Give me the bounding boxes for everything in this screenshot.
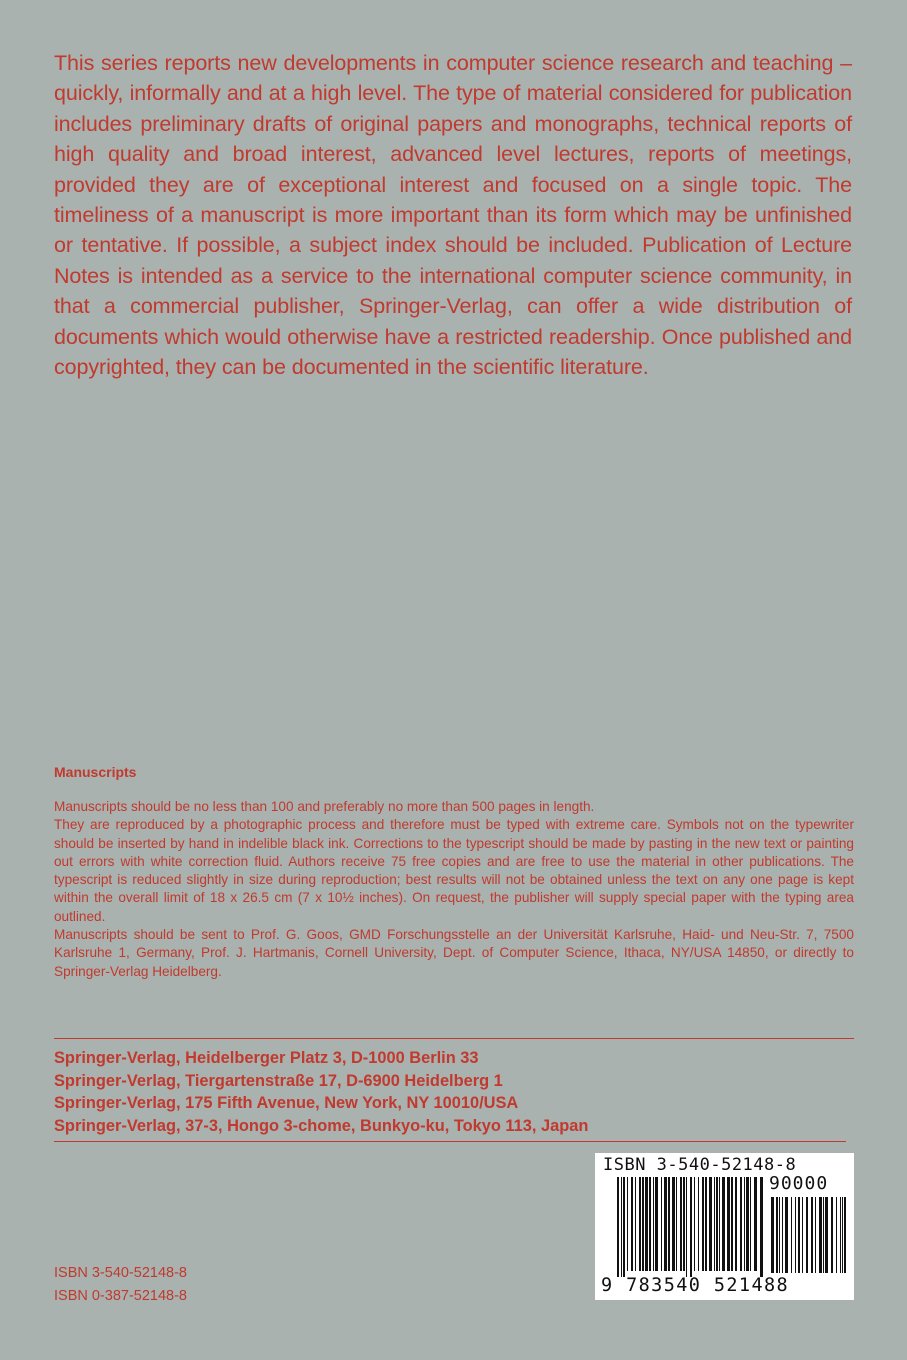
barcode-bar [750, 1177, 751, 1271]
barcode-bar [719, 1177, 720, 1271]
barcode-bar [744, 1177, 745, 1271]
divider-top [54, 1038, 854, 1039]
barcode-bar [840, 1197, 841, 1273]
barcode-bar [795, 1197, 796, 1273]
manuscripts-length-paragraph: Manuscripts should be no less than 100 and preferably no more than 500 pages in length. [54, 799, 595, 814]
isbn-springer-new-york: ISBN 0-387-52148-8 [54, 1288, 187, 1304]
manuscripts-typing-paragraph: They are reproduced by a photographic process and therefore must be typed with extreme care. Symbols not on the typewriter should be inserted by hand in indelible black ink. Corrections to the typescript should be made by pasting in the new text or painting out errors with white correction fluid. Authors receive 75 free copies and are free to use the material in other publications. The typescript is reduced slightly in size during reproduction; best results will not be obtained unless the text on any one page is kept within the overall limit of 18 x 26.5 cm (7 x 10½ inches). On request, the publisher will supply special paper with the typing area outlined. [54, 817, 854, 924]
address-berlin: Springer-Verlag, Heidelberger Platz 3, D-1000 Berlin 33 [54, 1049, 479, 1067]
barcode-bar [631, 1177, 633, 1271]
barcode-block [595, 1153, 854, 1300]
barcode-bar [642, 1177, 644, 1271]
barcode-bar [645, 1177, 648, 1271]
barcode-bar [735, 1177, 737, 1271]
barcode-bar [776, 1197, 778, 1273]
barcode-bar [823, 1197, 824, 1273]
barcode-bar [680, 1177, 682, 1271]
barcode-bar [664, 1177, 667, 1271]
barcode-bar [722, 1177, 725, 1271]
barcode-bar [825, 1197, 828, 1273]
barcode-bar [635, 1177, 636, 1271]
series-description: This series reports new developments in computer science research and teaching – quickly, informally and at a high level. The type of material considered for publication includes preliminary drafts of original papers and monographs, technical reports of high quality and broad interest, advanced level lectures, reports of meetings, provided they are of exceptional interest and focused on a single topic. The timeliness of a manuscript is more important than its form which may be unfinished or tentative. If possible, a subject index should be included. Publication of Lecture Notes is intended as a service to the international computer science community, in that a commercial publisher, Springer-Verlag, can offer a wide distribution of documents which would otherwise have a restricted readership. Once published and copyrighted, they can be documented in the scientific literature. [54, 51, 852, 380]
barcode-bar [617, 1177, 619, 1277]
barcode-bar [811, 1197, 813, 1273]
barcode-bar [798, 1197, 800, 1273]
address-tokyo: Springer-Verlag, 37-3, Hongo 3-chome, Bunkyo-ku, Tokyo 113, Japan [54, 1116, 589, 1135]
address-heidelberg: Springer-Verlag, Tiergartenstraße 17, D-6900 Heidelberg 1 [54, 1071, 503, 1090]
barcode-bar [819, 1197, 822, 1273]
manuscripts-body [54, 798, 854, 981]
barcode-bar [831, 1197, 833, 1273]
divider-bottom [54, 1141, 846, 1142]
barcode-bar [714, 1177, 715, 1271]
isbn-springer-berlin: ISBN 3-540-52148-8 [54, 1265, 187, 1281]
isbn-list [54, 1262, 187, 1308]
barcode-bar [731, 1177, 733, 1271]
manuscripts-submission-paragraph: Manuscripts should be sent to Prof. G. Goos, GMD Forschungsstelle an der Universität Karlsruhe, Haid- und Neu-Str. 7, 7500 Karlsruhe 1, Germany, Prof. J. Hartmanis, Cornell University, Dept. of Computer Science, Ithaca, NY/USA 14850, or directly to Springer-Verlag Heidelberg. [54, 927, 854, 979]
barcode-isbn-label: ISBN 3-540-52148-8 [603, 1155, 797, 1175]
barcode-bar [653, 1177, 654, 1271]
barcode-ean-digits: 9 783540 521488 [601, 1275, 790, 1296]
barcode-bar [686, 1177, 687, 1277]
manuscripts-heading: Manuscripts [54, 764, 137, 780]
publisher-addresses [54, 1047, 588, 1137]
barcode-bar [702, 1177, 704, 1271]
barcode-bar [661, 1177, 662, 1271]
barcode-bar [627, 1177, 628, 1271]
barcode-bar [791, 1197, 792, 1273]
barcode-bar [655, 1177, 658, 1271]
barcode-bar [806, 1197, 808, 1273]
address-new-york: Springer-Verlag, 175 Fifth Avenue, New York, NY 10010/USA [54, 1094, 519, 1112]
barcode-bar [621, 1177, 622, 1277]
barcode-bar [683, 1177, 685, 1271]
barcode-bar [672, 1177, 675, 1271]
barcode-bar [842, 1197, 843, 1273]
barcode-bar [639, 1177, 641, 1271]
barcode-bar [694, 1177, 695, 1271]
barcode-bar [782, 1197, 783, 1273]
barcode-bar [690, 1177, 692, 1277]
barcode-bar [746, 1177, 749, 1271]
barcode-bar [802, 1197, 803, 1273]
barcode-bar [760, 1177, 763, 1277]
barcode-bar [727, 1177, 730, 1271]
barcode-bar [740, 1177, 742, 1271]
barcode-bar [698, 1177, 699, 1271]
barcode-bar [785, 1197, 788, 1273]
barcode-bar [844, 1197, 846, 1273]
barcode-bar [705, 1177, 707, 1271]
barcode-bar [716, 1177, 718, 1271]
barcode-bar [836, 1197, 837, 1273]
barcode-bar [815, 1197, 816, 1273]
barcode-bar [779, 1197, 780, 1273]
barcode-bar [623, 1177, 625, 1277]
barcode-bar [676, 1177, 677, 1271]
barcode-bar [668, 1177, 670, 1271]
barcode-bar [771, 1197, 774, 1273]
barcode-addon-code: 90000 [769, 1173, 829, 1194]
barcode-bar [754, 1177, 757, 1271]
barcode-bar [709, 1177, 712, 1271]
barcode-bar [649, 1177, 651, 1271]
